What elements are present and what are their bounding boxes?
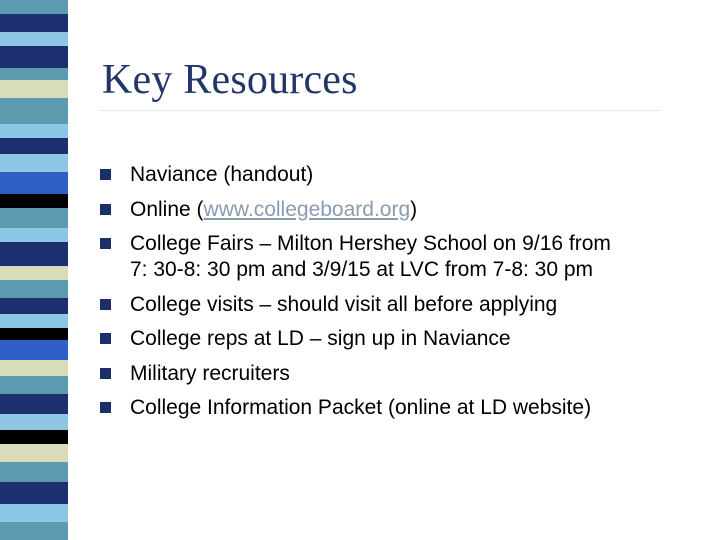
decorative-stripe [0,430,68,444]
bullet-text: College visits – should visit all before applying [130,292,558,316]
square-bullet-icon [100,299,111,310]
bullet-text-line2: 7: 30-8: 30 pm and 3/9/15 at LVC from 7-8: 30 pm [130,258,594,281]
square-bullet-icon [100,402,111,413]
bullet-text-suffix: ) [410,197,418,221]
decorative-stripe [0,242,68,266]
decorative-stripe [0,298,68,314]
decorative-stripe [0,68,68,80]
decorative-stripe [0,138,68,154]
decorative-stripe [0,80,68,98]
decorative-stripe [0,280,68,298]
square-bullet-icon [100,333,111,344]
decorative-stripe [0,314,68,328]
decorative-stripe [0,0,68,14]
bullet-item [100,395,700,421]
collegeboard-link[interactable]: www.collegeboard.org [203,197,411,221]
decorative-stripe [0,462,68,482]
bullet-text: College Information Packet (online at LD website) [130,396,592,419]
bullet-item [100,197,700,223]
decorative-stripe [0,172,68,194]
decorative-stripe [0,376,68,394]
square-bullet-icon [100,238,111,249]
square-bullet-icon [100,169,111,180]
bullet-item [100,361,700,387]
bullet-item [100,162,700,188]
bullet-list [100,162,700,430]
square-bullet-icon [100,368,111,379]
decorative-stripe [0,266,68,280]
decorative-stripe [0,444,68,462]
bullet-item [100,326,700,352]
decorative-stripe [0,414,68,430]
decorative-stripe [0,32,68,46]
bullet-text: Naviance (handout) [130,163,314,186]
decorative-stripe [0,46,68,68]
decorative-stripe [0,482,68,504]
decorative-stripe [0,194,68,208]
decorative-stripe [0,208,68,228]
decorative-stripe [0,328,68,340]
decorative-stripe [0,14,68,32]
decorative-stripe [0,228,68,242]
bullet-text: College reps at LD – sign up in Naviance [130,327,511,350]
title-divider [100,110,660,111]
decorative-stripe [0,98,68,124]
bullet-text-prefix: Online ( [130,197,204,221]
decorative-stripe-bar [0,0,68,540]
bullet-text: Military recruiters [130,361,290,385]
decorative-stripe [0,522,68,540]
decorative-stripe [0,504,68,522]
slide-title: Key Resources [102,57,358,103]
decorative-stripe [0,124,68,138]
decorative-stripe [0,394,68,414]
decorative-stripe [0,360,68,376]
bullet-item [100,292,700,318]
bullet-item [100,231,700,283]
decorative-stripe [0,340,68,360]
decorative-stripe [0,154,68,172]
bullet-text-line1: College Fairs – Milton Hershey School on 9/16 from [130,232,611,255]
square-bullet-icon [100,204,111,215]
